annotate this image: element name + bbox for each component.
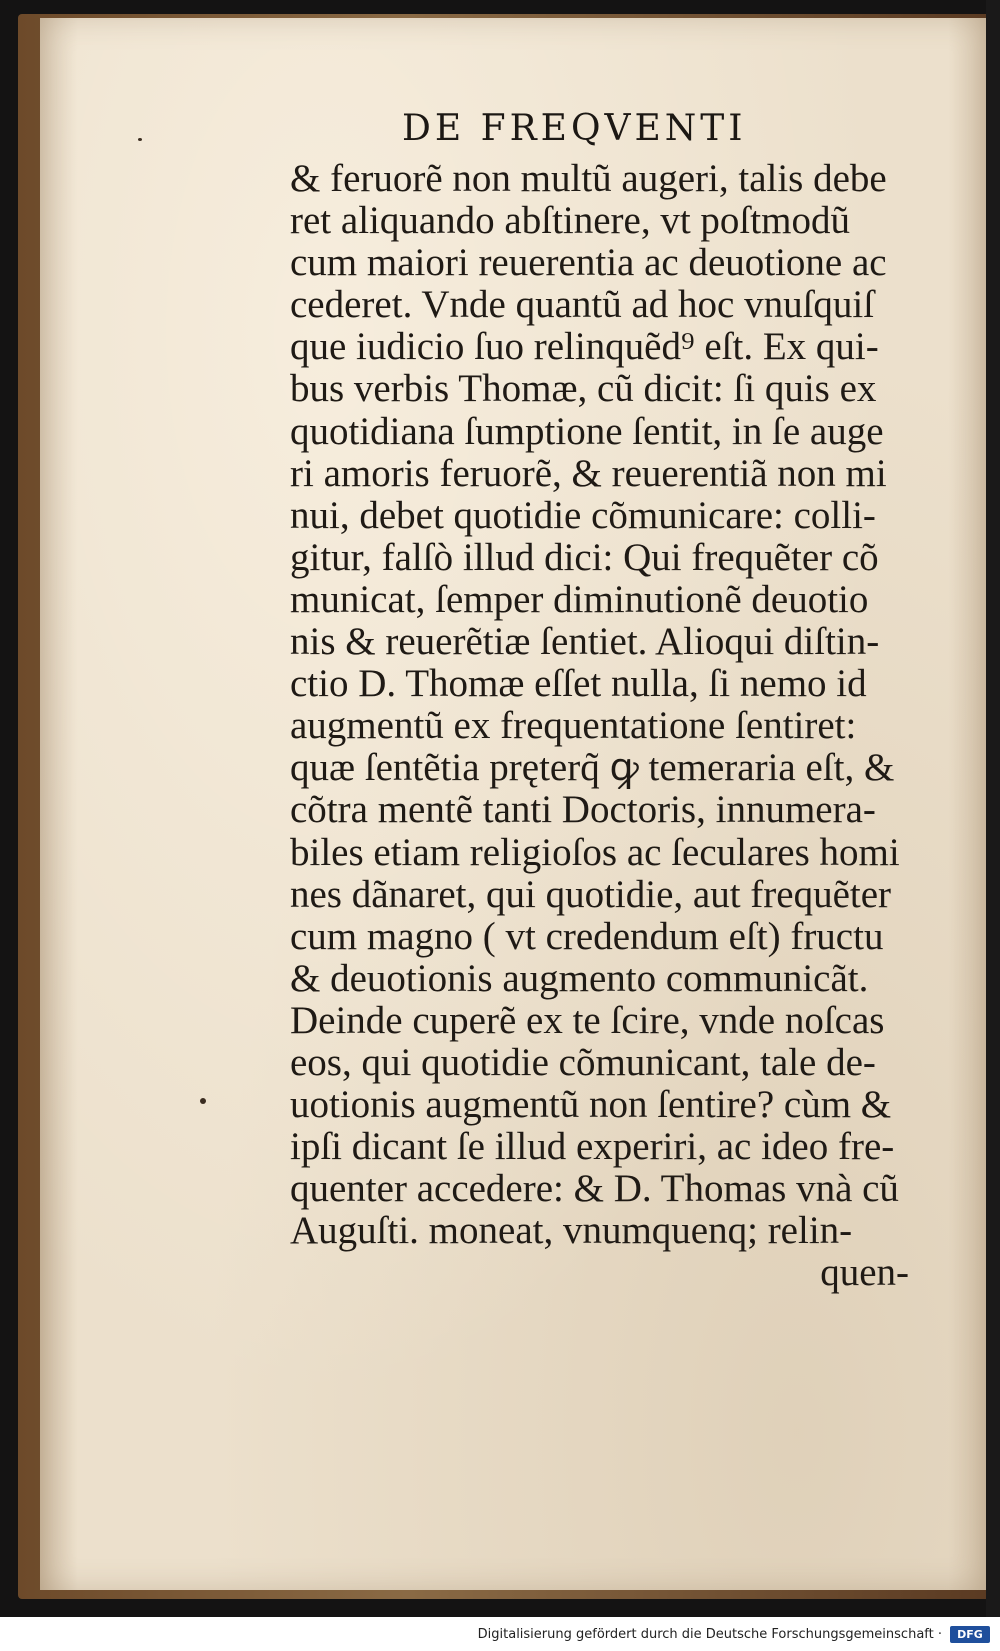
scanner-frame [986,0,1000,1651]
text-line: nui, debet quotidie cõmunicare: colli- [290,494,876,537]
body-text [290,158,935,1295]
running-header: DE FREQVENTI [402,108,747,149]
text-line: & deuotionis augmento communicãt. [290,957,869,1000]
text-line: cõtra mentẽ tanti Doctoris, innumera- [290,789,876,832]
text-line: uotionis augmentũ non ſentire? cùm & [290,1084,892,1127]
catchword: quen- [820,1252,909,1295]
text-line: ipſi dicant ſe illud experiri, ac ideo fre- [290,1126,895,1169]
dfg-logo-icon: DFG [950,1626,990,1643]
text-line: quæ ſentẽtia pręterq̃ ꝙ temeraria eſt, & [290,747,895,790]
text-line: ri amoris feruorẽ, & reuerentiã non mi [290,452,887,495]
text-line: que iudicio ſuo relinquẽd⁹ eſt. Ex qui- [290,326,879,369]
text-line: biles etiam religioſos ac ſeculares homi [290,831,900,874]
funding-credit: Digitalisierung gefördert durch die Deutsche Forschungsgemeinschaft · [477,1627,942,1642]
text-line: eos, qui quotidie cõmunicant, tale de- [290,1041,876,1084]
text-line: nes dãnaret, qui quotidie, aut frequẽter [290,873,892,916]
text-line: cum magno ( vt credendum eſt) fructu [290,915,884,958]
text-line: Deinde cuperẽ ex te ſcire, vnde noſcas [290,999,885,1042]
text-line: nis & reuerẽtiæ ſentiet. Alioqui diſtin- [290,621,880,664]
text-line: cederet. Vnde quantũ ad hoc vnuſquiſ [290,284,875,327]
paper-speck [200,1098,206,1104]
text-line: Auguſti. moneat, vnumquenq; relin- [290,1210,853,1253]
footer-bar [0,1617,1000,1651]
paper-speck [138,138,142,141]
text-line: & feruorẽ non multũ augeri, talis debe [290,158,887,200]
text-line: quotidiana ſumptione ſentit, in ſe auge [290,410,884,453]
text-line: ret aliquando abſtinere, vt poſtmodũ [290,200,850,243]
text-line: municat, ſemper diminutionẽ deuotio [290,578,869,621]
text-line: gitur, falſò illud dici: Qui frequẽter cõ [290,536,879,579]
text-line: quenter accedere: & D. Thomas vnà cũ [290,1168,899,1211]
text-line: cum maiori reuerentia ac deuotione ac [290,242,887,285]
text-line: augmentũ ex frequentatione ſentiret: [290,705,857,748]
text-line: ctio D. Thomæ eſſet nulla, ſi nemo id [290,663,867,706]
text-line: bus verbis Thomæ, cũ dicit: ſi quis ex [290,368,877,411]
